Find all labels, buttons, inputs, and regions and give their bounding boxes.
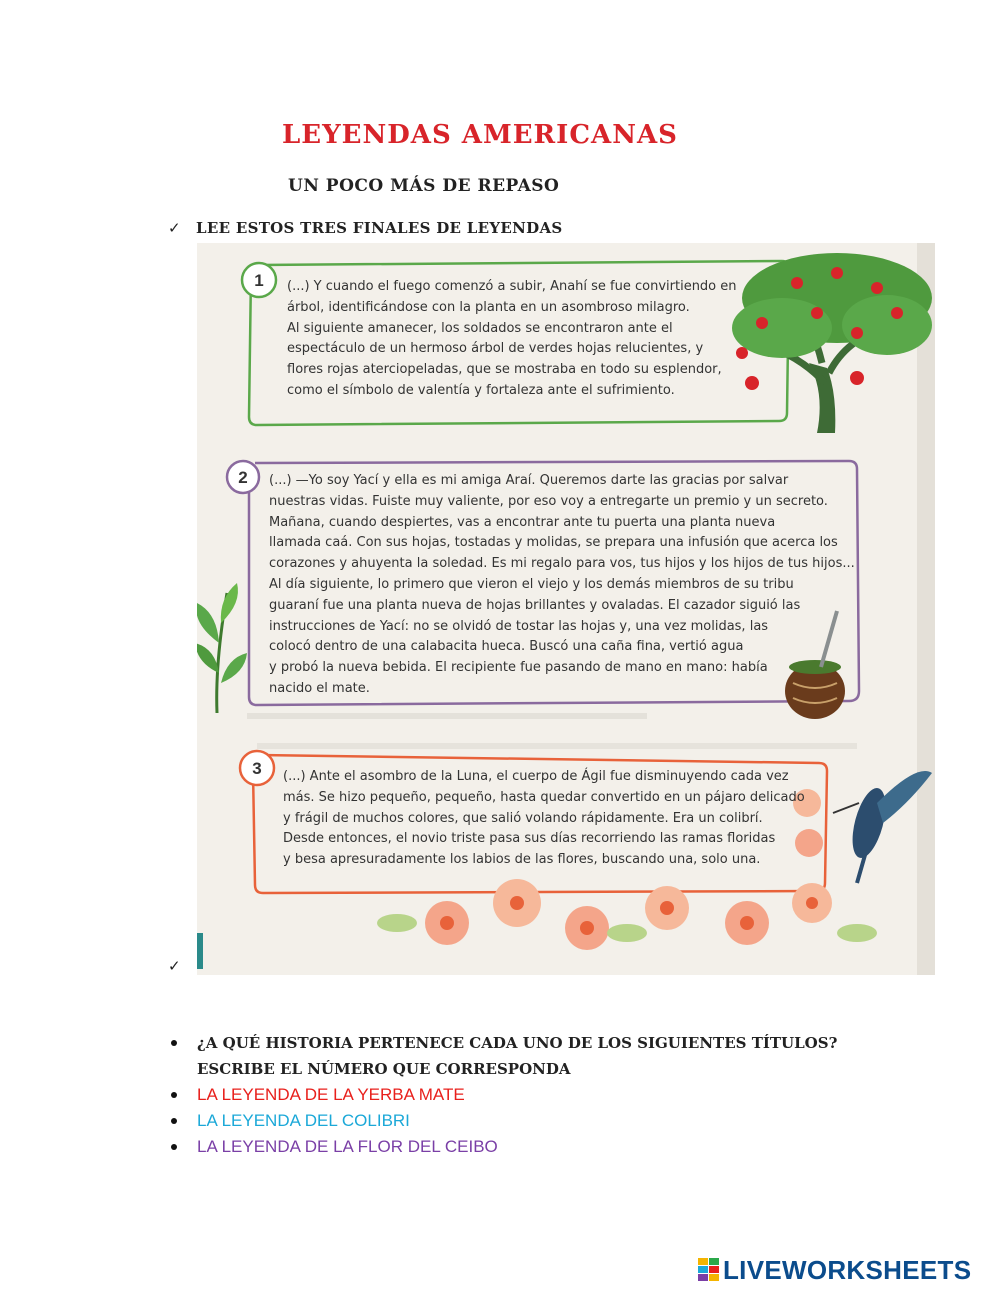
passage-3-number: 3: [252, 759, 262, 778]
passage-3-line: (...) Ante el asombro de la Luna, el cuerpo de Ágil fue disminuyendo cada vez: [283, 769, 789, 784]
question-item: [168, 1030, 968, 1082]
passage-2-line: llamada caá. Con sus hojas, tostadas y molidas, se prepara una infusión que acerca los: [269, 535, 838, 551]
passage-2-line: corazones y ahuyenta la soledad. Es mi regalo para vos, tus hijos y los hijos de tus hijos...: [269, 556, 855, 572]
passage-3-line: Desde entonces, el novio triste pasa sus días recorriendo las ramas floridas: [283, 831, 776, 847]
passage-2-line: Al día siguiente, lo primero que vieron el viejo y los demás miembros de su tribu: [269, 576, 794, 592]
passage-2-line: instrucciones de Yací: no se olvidó de tostar las hojas y, una vez molidas, las: [269, 618, 769, 634]
textbook-image: [197, 243, 935, 975]
option-flor-del-ceibo[interactable]: LA LEYENDA DE LA FLOR DEL CEIBO: [168, 1134, 968, 1160]
passage-1-line: como el símbolo de valentía y fortaleza ante el sufrimiento.: [287, 382, 675, 398]
passage-2-line: nuestras vidas. Fuiste muy valiente, por eso voy a entregarte un premio y un secreto.: [269, 493, 828, 509]
passage-1-line: flores rojas aterciopeladas, que se mostraba en todo su esplendor,: [287, 362, 722, 378]
question-line-1: ¿A QUÉ HISTORIA PERTENECE CADA UNO DE LOS SIGUIENTES TÍTULOS?: [197, 1034, 838, 1052]
passage-1-line: (...) Y cuando el fuego comenzó a subir, Anahí se fue convirtiendo en: [287, 279, 737, 294]
instruction-row: [168, 219, 563, 237]
checkmark-row: [168, 957, 196, 975]
checkmark-icon: ✓: [168, 957, 181, 975]
page-title: LEYENDAS AMERICANAS: [282, 120, 678, 150]
passage-2-line: (...) —Yo soy Yací y ella es mi amiga Araí. Queremos darte las gracias por salvar: [269, 473, 789, 488]
passage-2-line: Mañana, cuando despiertes, vas a encontrar ante tu puerta una planta nueva: [269, 514, 776, 530]
passage-2-line: nacido el mate.: [269, 680, 370, 696]
passage-2-number: 2: [238, 468, 248, 487]
logo-text: LIVEWORKSHEETS: [723, 1254, 972, 1285]
passage-2-line: y probó la nueva bebida. El recipiente fue pasando de mano en mano: había: [269, 660, 768, 676]
liveworksheets-logo[interactable]: [698, 1255, 971, 1285]
option-yerba-mate[interactable]: LA LEYENDA DE LA YERBA MATE: [168, 1082, 968, 1108]
logo-blocks-icon: [698, 1258, 720, 1282]
instruction-text: LEE ESTOS TRES FINALES DE LEYENDAS: [196, 219, 563, 237]
question-list: [168, 1030, 968, 1160]
question-line-2: ESCRIBE EL NÚMERO QUE CORRESPONDA: [197, 1060, 571, 1078]
passage-1-line: árbol, identificándose con la planta en un asombroso milagro.: [287, 299, 690, 315]
passage-2-line: guaraní fue una planta nueva de hojas brillantes y ovaladas. El cazador siguió las: [269, 597, 801, 613]
passage-1-line: espectáculo de un hermoso árbol de verdes hojas relucientes, y: [287, 341, 704, 357]
passage-1-line: Al siguiente amanecer, los soldados se encontraron ante el: [287, 320, 673, 336]
page-subtitle: UN POCO MÁS DE REPASO: [288, 176, 560, 196]
checkmark-icon: ✓: [168, 219, 181, 237]
passage-1-number: 1: [254, 271, 264, 290]
passage-3-line: más. Se hizo pequeño, pequeño, hasta quedar convertido en un pájaro delicado: [283, 789, 805, 805]
passage-3: [283, 767, 805, 871]
passage-3-line: y besa apresuradamente los labios de las flores, buscando una, solo una.: [283, 852, 761, 868]
passage-2-line: colocó dentro de una calabacita hueca. Buscó una caña fina, vertió agua: [269, 639, 744, 655]
passage-2: [269, 471, 855, 700]
passage-1: [287, 277, 737, 402]
option-colibri[interactable]: LA LEYENDA DEL COLIBRI: [168, 1108, 968, 1134]
passage-3-line: y frágil de muchos colores, que salió volando rápidamente. Era un colibrí.: [283, 810, 763, 826]
